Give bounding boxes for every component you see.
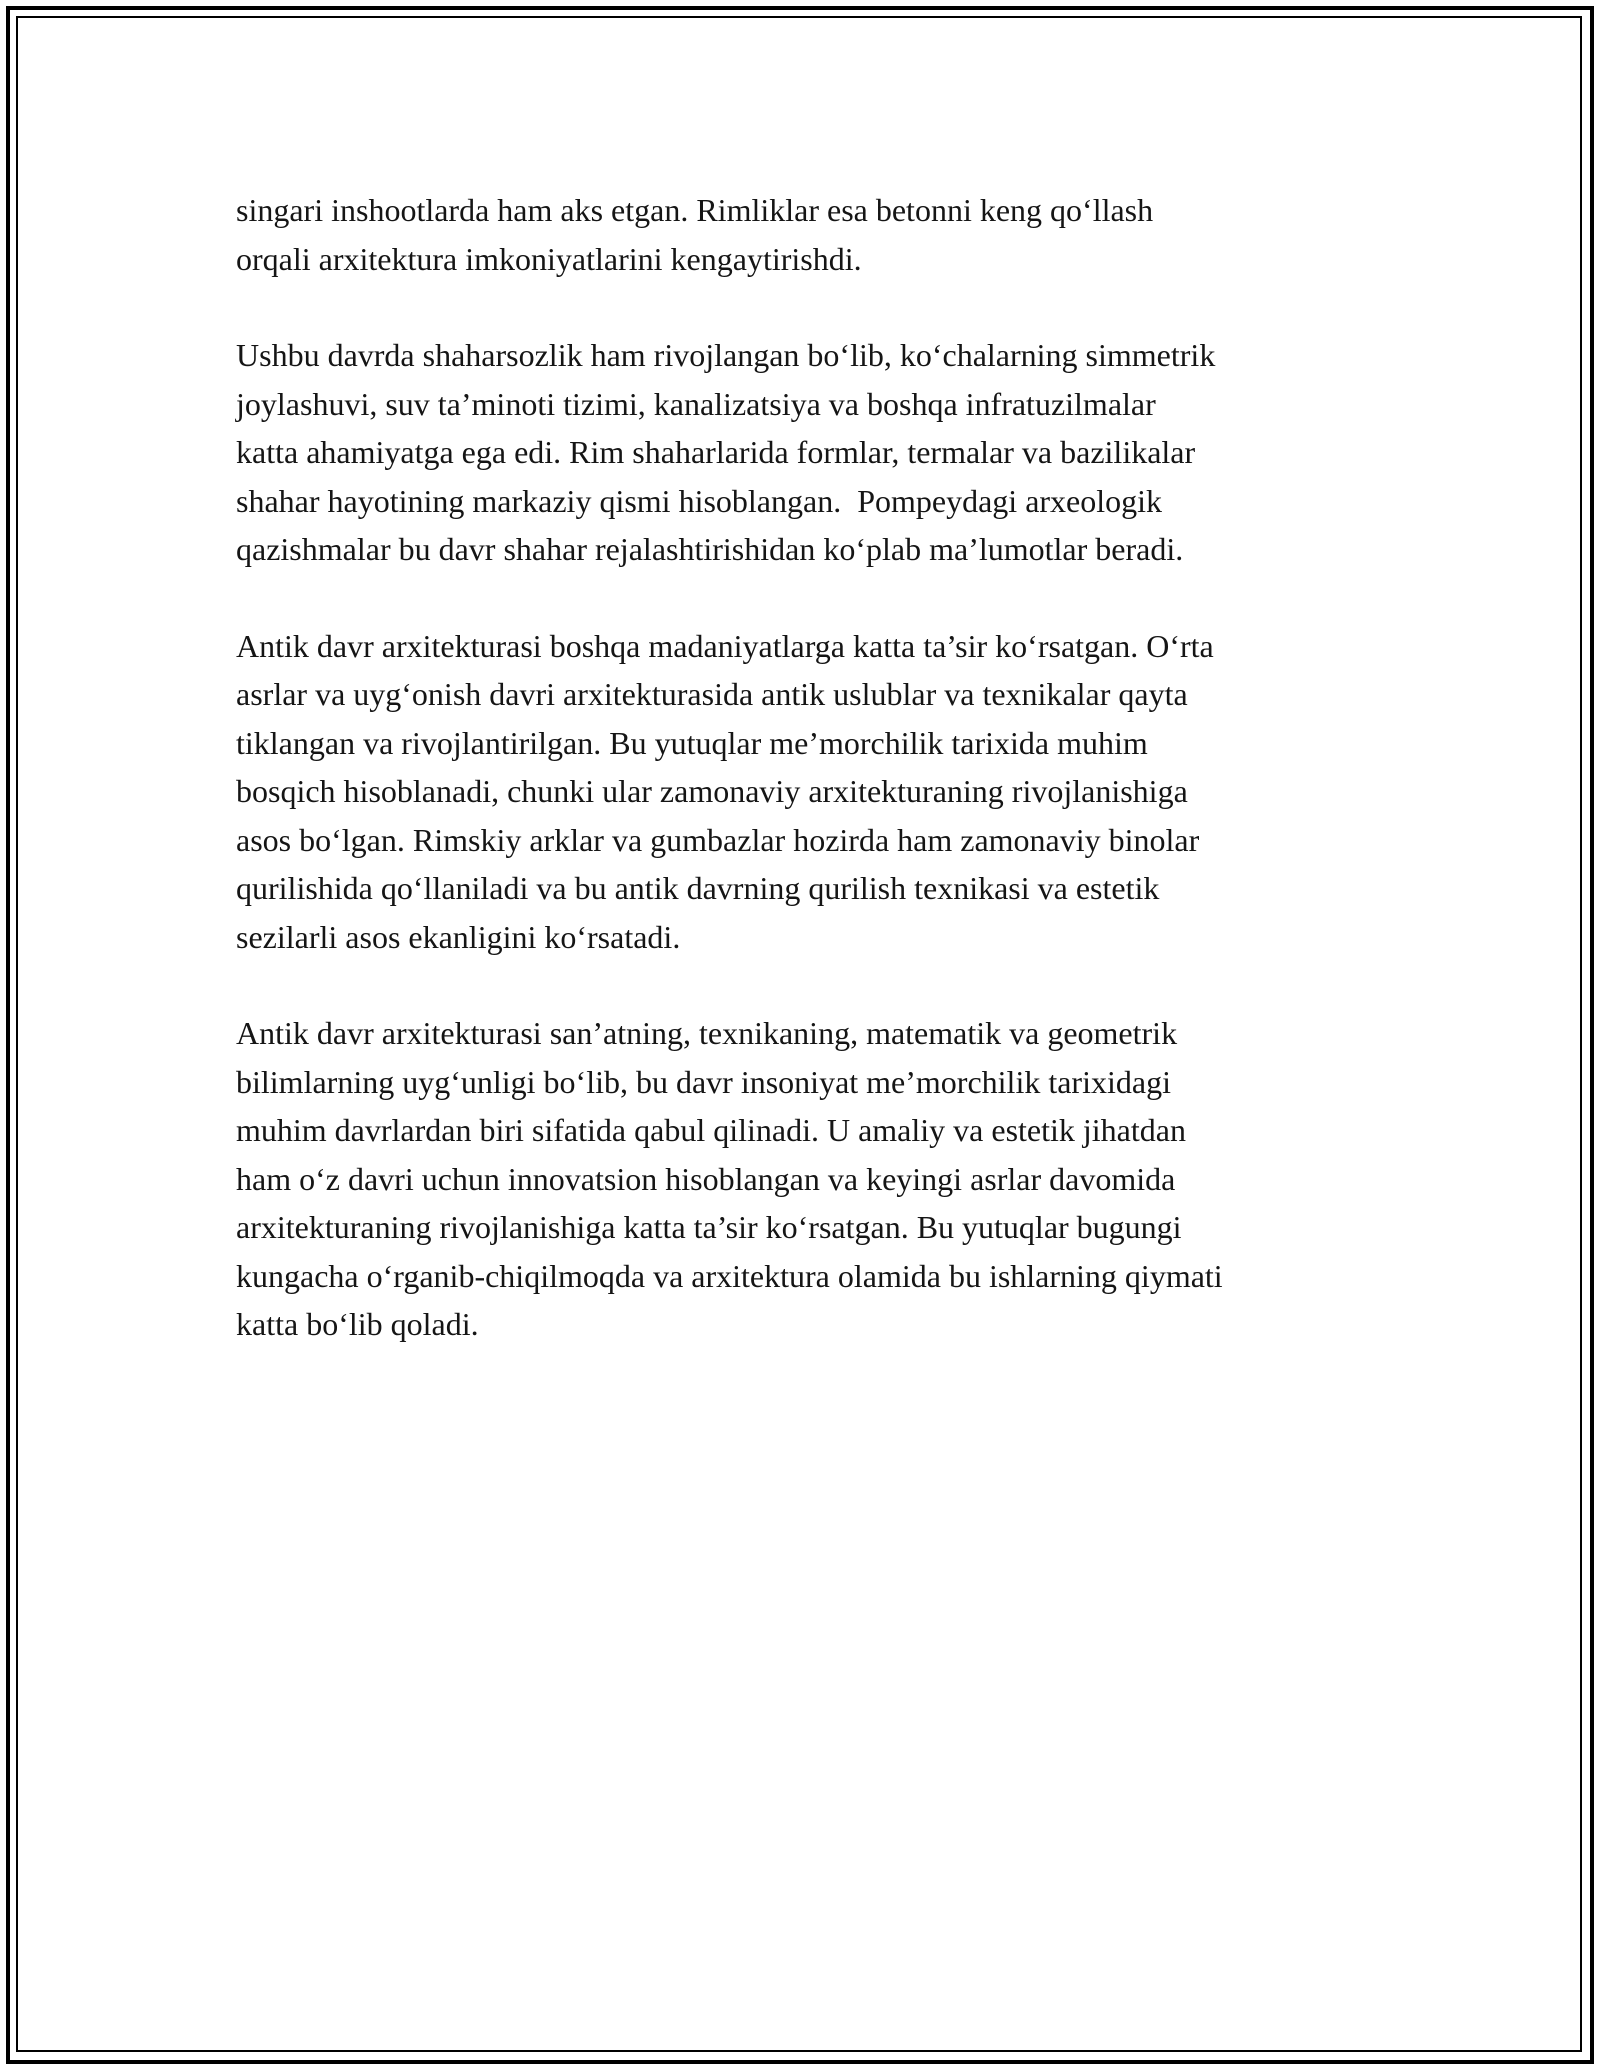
text-line: Antik davr arxitekturasi boshqa madaniyatlarga katta ta’sir ko‘rsatgan. O‘rta: [236, 627, 1214, 664]
text-line: bilimlarning uyg‘unligi bo‘lib, bu davr insoniyat me’morchilik tarixidagi: [236, 1063, 1171, 1100]
text-line: singari inshootlarda ham aks etgan. Rimliklar esa betonni keng qo‘llash: [236, 192, 1154, 228]
text-line: qazishmalar bu davr shahar rejalashtirishidan ko‘plab ma’lumotlar beradi.: [236, 531, 1184, 567]
text-line: katta ahamiyatga ega edi. Rim shaharlarida formlar, termalar va bazilikalar: [236, 434, 1196, 470]
text-line: arxitekturaning rivojlanishiga katta ta’sir ko‘rsatgan. Bu yutuqlar bugungi: [236, 1209, 1182, 1245]
paragraph-1: [236, 186, 1396, 283]
text-line: orqali arxitektura imkoniyatlarini kengaytirishdi.: [236, 240, 862, 277]
text-line: qurilishida qo‘llaniladi va bu antik davrning qurilish texnikasi va estetik: [236, 870, 1160, 906]
text-line: Antik davr arxitekturasi san’atning, texnikaning, matematik va geometrik: [236, 1015, 1178, 1051]
text-line: shahar hayotining markaziy qismi hisoblangan. Pompeydagi arxeologik: [236, 482, 1163, 519]
text-line: asrlar va uyg‘onish davri arxitekturasida antik uslublar va texnikalar qayta: [236, 676, 1188, 712]
text-line: sezilarli asos ekanligini ko‘rsatadi.: [236, 918, 681, 955]
text-line: Ushbu davrda shaharsozlik ham rivojlangan bo‘lib, ko‘chalarning simmetrik: [236, 337, 1216, 373]
text-line: muhim davrlardan biri sifatida qabul qilinadi. U amaliy va estetik jihatdan: [236, 1112, 1186, 1148]
text-line: katta bo‘lib qoladi.: [236, 1306, 479, 1342]
text-line: kungacha o‘rganib-chiqilmoqda va arxitektura olamida bu ishlarning qiymati: [236, 1257, 1223, 1294]
text-line: bosqich hisoblanadi, chunki ular zamonaviy arxitekturaning rivojlanishiga: [236, 773, 1188, 809]
document-body: [236, 186, 1396, 1397]
paragraph-2: [236, 331, 1396, 574]
paragraph-3: [236, 622, 1396, 962]
text-line: tiklangan va rivojlantirilgan. Bu yutuqlar me’morchilik tarixida muhim: [236, 724, 1148, 761]
text-line: asos bo‘lgan. Rimskiy arklar va gumbazlar hozirda ham zamonaviy binolar: [236, 821, 1200, 858]
text-line: ham o‘z davri uchun innovatsion hisoblangan va keyingi asrlar davomida: [236, 1160, 1176, 1197]
text-line: joylashuvi, suv ta’minoti tizimi, kanalizatsiya va boshqa infratuzilmalar: [236, 385, 1156, 422]
paragraph-4: [236, 1009, 1396, 1349]
